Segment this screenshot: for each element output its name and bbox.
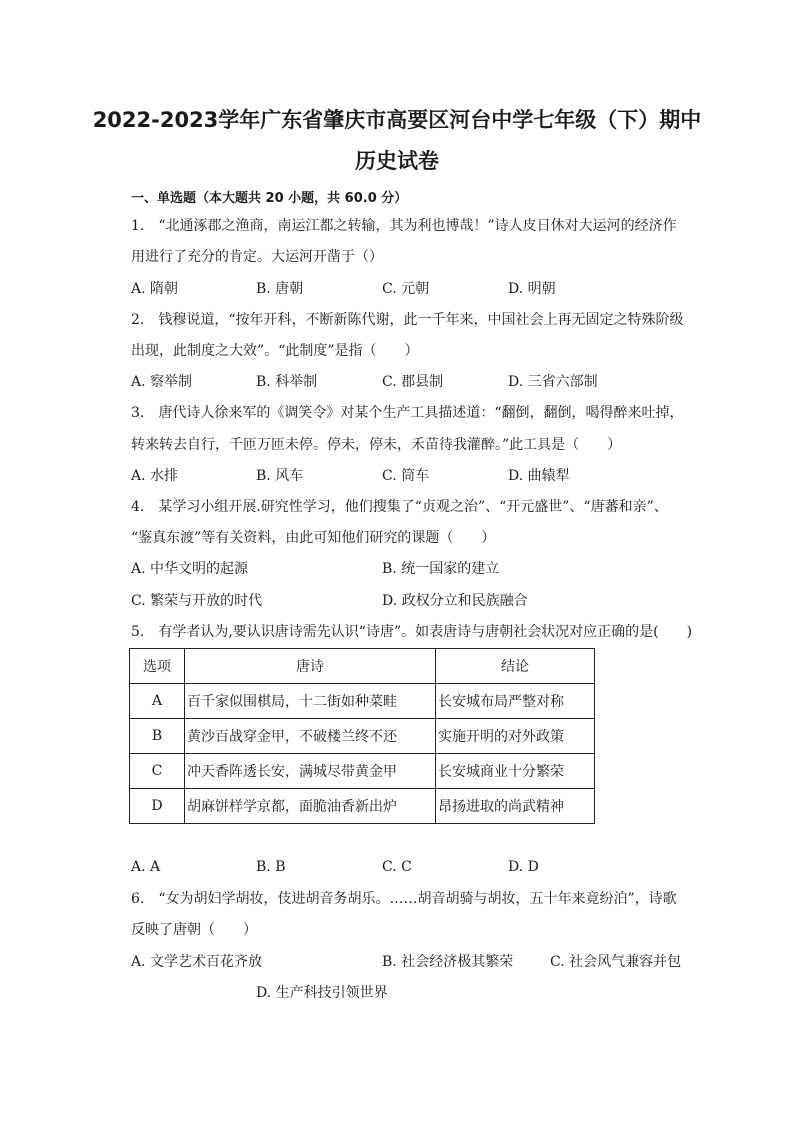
q3-text-line-2: 转来转去自行，千匝万匝未停。停未，停未，禾苗待我灌醉。”此工具是（ ）	[131, 437, 622, 453]
q3-text-line-1: 3. 唐代诗人徐来军的《调笑令》对某个生产工具描述道：“翻倒，翻倒，喝得醉来吐掉，	[131, 405, 684, 421]
table-cell-poem: 百千家似围棋局，十二街如种菜畦	[185, 684, 436, 719]
q6-option-a[interactable]: A. 文学艺术百花齐放	[131, 954, 263, 970]
q6-text-line-2: 反映了唐朝（ ）	[131, 922, 257, 938]
table-row	[130, 789, 595, 824]
table-cell-poem: 黄沙百战穿金甲，不破楼兰终不还	[185, 719, 436, 754]
q1-text-line-1: 1. “北通涿郡之渔商，南运江都之转输，其为利也博哉！”诗人皮日休对大运河的经济作	[131, 218, 677, 234]
q6-option-c[interactable]: C. 社会风气兼容并包	[550, 954, 682, 970]
table-cell-conclusion: 实施开明的对外政策	[436, 719, 595, 754]
table-cell-poem: 冲天香阵透长安，满城尽带黄金甲	[185, 754, 436, 789]
section-heading: 一、单选题（本大题共 20 小题，共 60.0 分）	[131, 191, 408, 206]
q5-table	[129, 648, 595, 824]
q4-option-d[interactable]: D. 政权分立和民族融合	[382, 593, 528, 609]
q2-option-a[interactable]: A. 察举制	[131, 374, 193, 390]
exam-title-line-1: 2022-2023学年广东省肇庆市高要区河台中学七年级（下）期中	[92, 108, 702, 132]
q3-option-b[interactable]: B. 风车	[256, 468, 304, 484]
q6-option-b[interactable]: B. 社会经济极其繁荣	[382, 954, 514, 970]
exam-title-line-2: 历史试卷	[355, 149, 439, 173]
table-cell-option: C	[130, 754, 185, 789]
q6-option-d[interactable]: D. 生产科技引领世界	[256, 985, 388, 1001]
q4-text-line-2: “鉴真东渡”等有关资料，由此可知他们研究的课题（ ）	[131, 530, 496, 546]
q5-option-b[interactable]: B. B	[256, 859, 286, 875]
table-cell-poem: 胡麻饼样学京都，面脆油香新出炉	[185, 789, 436, 824]
q3-option-c[interactable]: C. 筒车	[382, 468, 430, 484]
q4-text-line-1: 4. 某学习小组开展.研究性学习，他们搜集了“贞观之治”、“开元盛世”、“唐蕃和亲”、	[131, 499, 668, 515]
q2-option-c[interactable]: C. 郡县制	[382, 374, 444, 390]
q2-text-line-2: 出现，此制度之大效”。“此制度”是指（ ）	[131, 343, 419, 359]
q5-option-d[interactable]: D. D	[508, 859, 539, 875]
table-header-poem: 唐诗	[185, 649, 436, 684]
q3-option-a[interactable]: A. 水排	[131, 468, 179, 484]
q1-text-line-2: 用进行了充分的肯定。大运河开凿于（）	[131, 249, 383, 265]
q1-option-a[interactable]: A. 隋朝	[131, 281, 179, 297]
q1-option-b[interactable]: B. 唐朝	[256, 281, 304, 297]
q1-option-c[interactable]: C. 元朝	[382, 281, 430, 297]
q4-option-a[interactable]: A. 中华文明的起源	[131, 561, 249, 577]
q4-option-b[interactable]: B. 统一国家的建立	[382, 561, 500, 577]
table-header-conclusion: 结论	[436, 649, 595, 684]
table-header-row	[130, 649, 595, 684]
q5-text-line-1: 5. 有学者认为,要认识唐诗需先认识“诗唐”。如表唐诗与唐朝社会状况对应正确的是( )	[131, 624, 693, 640]
table-cell-option: A	[130, 684, 185, 719]
table-row	[130, 684, 595, 719]
table-cell-option: D	[130, 789, 185, 824]
table-cell-conclusion: 长安城布局严整对称	[436, 684, 595, 719]
table-header-option: 选项	[130, 649, 185, 684]
table-row	[130, 719, 595, 754]
q3-option-d[interactable]: D. 曲辕犁	[508, 468, 570, 484]
q2-option-b[interactable]: B. 科举制	[256, 374, 318, 390]
q5-option-a[interactable]: A. A	[131, 859, 161, 875]
q1-option-d[interactable]: D. 明朝	[508, 281, 556, 297]
q5-option-c[interactable]: C. C	[382, 859, 412, 875]
table-row	[130, 754, 595, 789]
table-cell-conclusion: 昂扬进取的尚武精神	[436, 789, 595, 824]
q2-text-line-1: 2. 钱穆说道，“按年开科，不断新陈代谢，此一千年来，中国社会上再无固定之特殊阶级	[131, 312, 684, 328]
q4-option-c[interactable]: C. 繁荣与开放的时代	[131, 593, 263, 609]
q6-text-line-1: 6. “女为胡妇学胡妆，伎进胡音务胡乐。……胡音胡骑与胡妆，五十年来竟纷泊”，诗歌	[131, 891, 677, 907]
table-cell-option: B	[130, 719, 185, 754]
table-cell-conclusion: 长安城商业十分繁荣	[436, 754, 595, 789]
q2-option-d[interactable]: D. 三省六部制	[508, 374, 598, 390]
